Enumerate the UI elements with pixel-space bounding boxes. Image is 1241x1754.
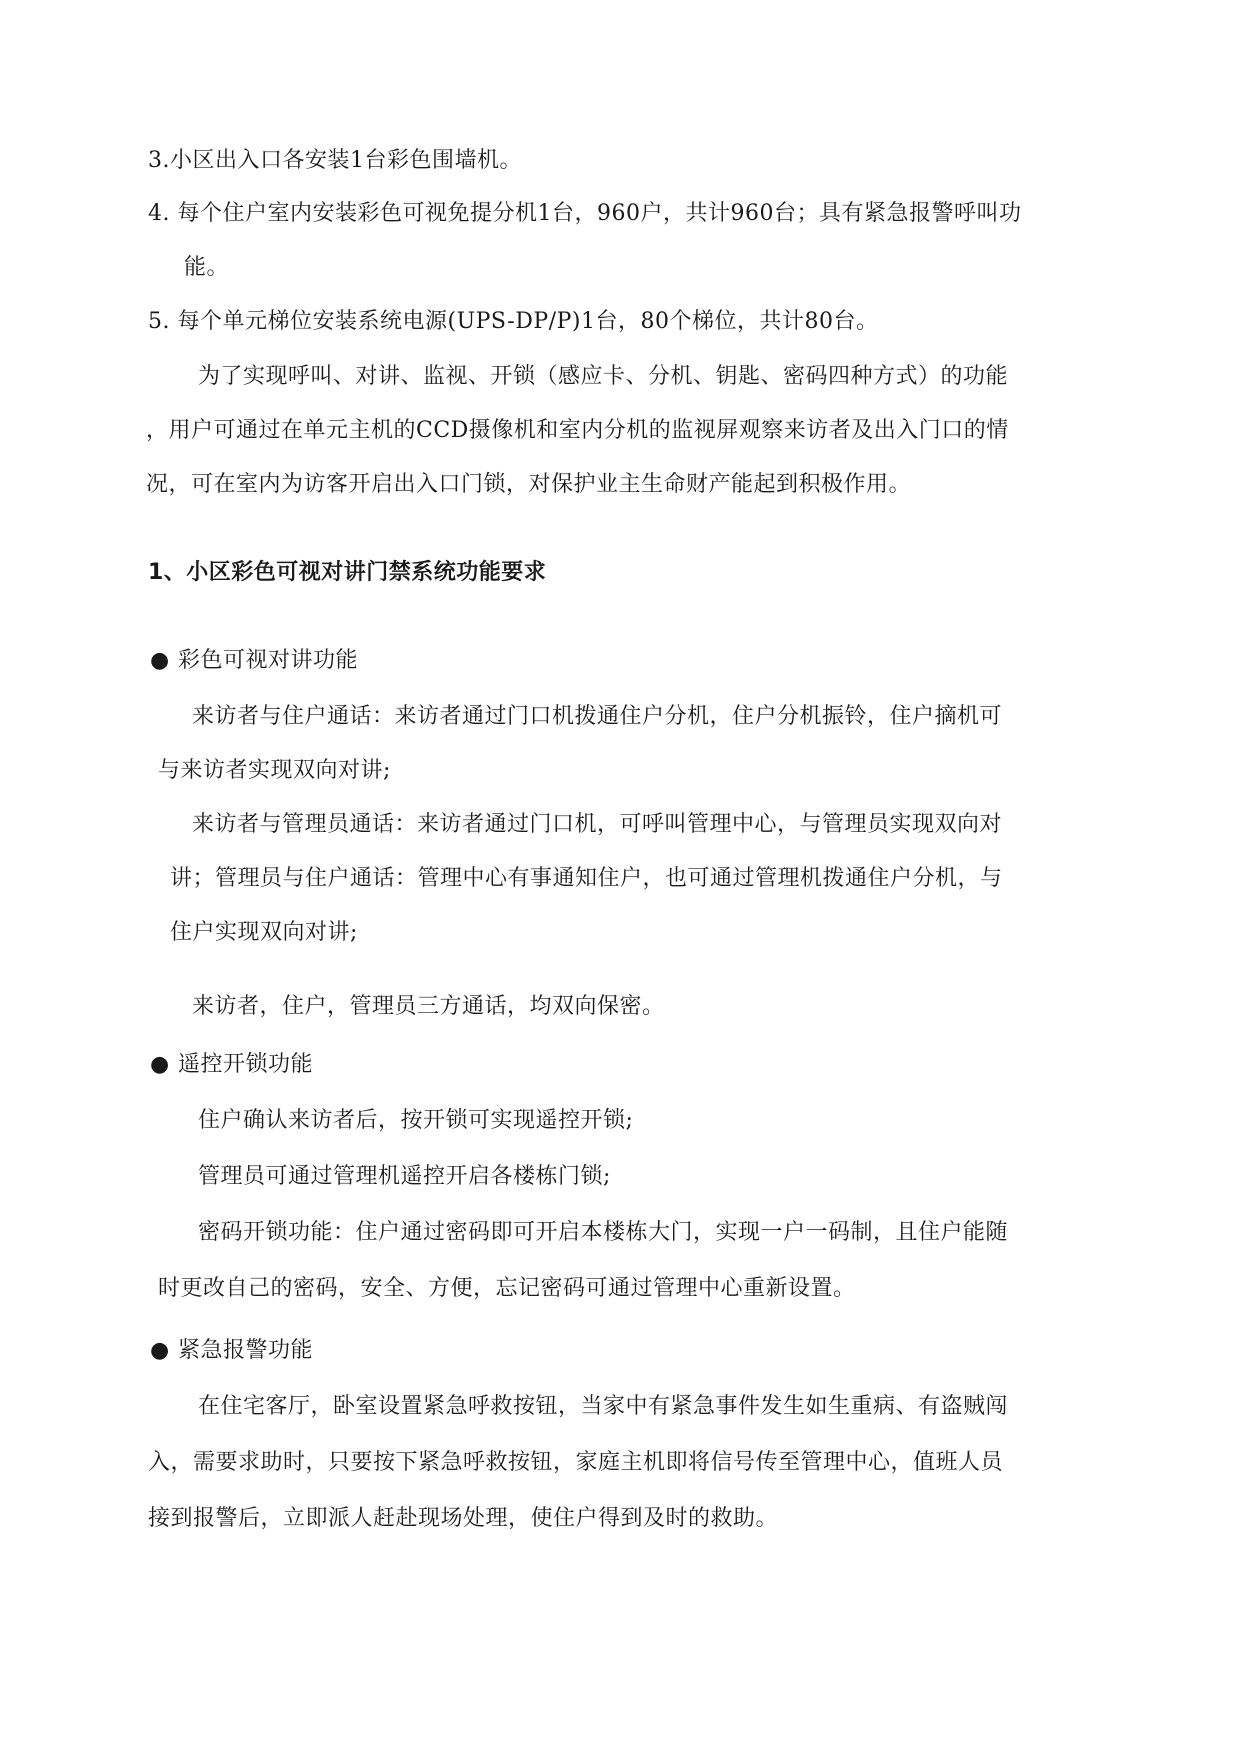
paragraph-line: 来访者与管理员通话：来访者通过门口机，可呼叫管理中心，与管理员实现双向对	[192, 812, 1003, 837]
bullet-title: 遥控开锁功能	[178, 1052, 314, 1077]
paragraph-line: 住户实现双向对讲;	[170, 920, 358, 945]
bullet-item-remote-unlock	[150, 1050, 313, 1080]
paragraph-line: 讲；管理员与住户通话：管理中心有事通知住户，也可通过管理机拨通住户分机，与	[170, 866, 1003, 891]
paragraph-line: 时更改自己的密码，安全、方便，忘记密码可通过管理中心重新设置。	[158, 1276, 856, 1301]
bullet-title: 紧急报警功能	[178, 1338, 314, 1363]
bullet-icon: ●	[150, 1052, 170, 1077]
intro-paragraph-line: ，用户可通过在单元主机的CCD摄像机和室内分机的监视屏观察来访者及出入门口的情	[146, 418, 1009, 443]
list-item-4: 4. 每个住户室内安装彩色可视免提分机1台，960户，共计960台；具有紧急报警呼叫功	[148, 201, 1022, 226]
intro-paragraph-line: 为了实现呼叫、对讲、监视、开锁（感应卡、分机、钥匙、密码四种方式）的功能	[198, 364, 1009, 389]
section-heading: 1、小区彩色可视对讲门禁系统功能要求	[148, 560, 547, 585]
paragraph-line: 与来访者实现双向对讲;	[158, 758, 391, 783]
paragraph-line: 在住宅客厅，卧室设置紧急呼救按钮，当家中有紧急事件发生如生重病、有盗贼闯	[198, 1394, 1009, 1419]
list-item-5: 5. 每个单元梯位安装系统电源(UPS-DP/P)1台，80个梯位，共计80台。	[148, 309, 879, 334]
bullet-title: 彩色可视对讲功能	[178, 648, 359, 673]
bullet-item-video-intercom	[150, 646, 358, 676]
paragraph-line: 管理员可通过管理机遥控开启各楼栋门锁;	[198, 1164, 611, 1189]
list-item-4-continued: 能。	[184, 255, 230, 280]
paragraph-line: 密码开锁功能：住户通过密码即可开启本楼栋大门，实现一户一码制，且住户能随	[198, 1220, 1009, 1245]
paragraph-line: 来访者与住户通话：来访者通过门口机拨通住户分机，住户分机振铃，住户摘机可	[192, 704, 1003, 729]
paragraph-line: 来访者，住户，管理员三方通话，均双向保密。	[192, 994, 665, 1019]
paragraph-line: 住户确认来访者后，按开锁可实现遥控开锁;	[198, 1108, 634, 1133]
paragraph-line: 入，需要求助时，只要按下紧急呼救按钮，家庭主机即将信号传至管理中心，值班人员	[148, 1450, 1004, 1475]
list-item-3: 3.小区出入口各安装1台彩色围墙机。	[148, 148, 522, 173]
intro-paragraph-line: 况，可在室内为访客开启出入口门锁，对保护业主生命财产能起到积极作用。	[146, 472, 912, 497]
bullet-icon: ●	[150, 648, 170, 673]
paragraph-line: 接到报警后，立即派人赶赴现场处理，使住户得到及时的救助。	[148, 1506, 779, 1531]
bullet-item-emergency-alarm	[150, 1336, 313, 1366]
bullet-icon: ●	[150, 1338, 170, 1363]
